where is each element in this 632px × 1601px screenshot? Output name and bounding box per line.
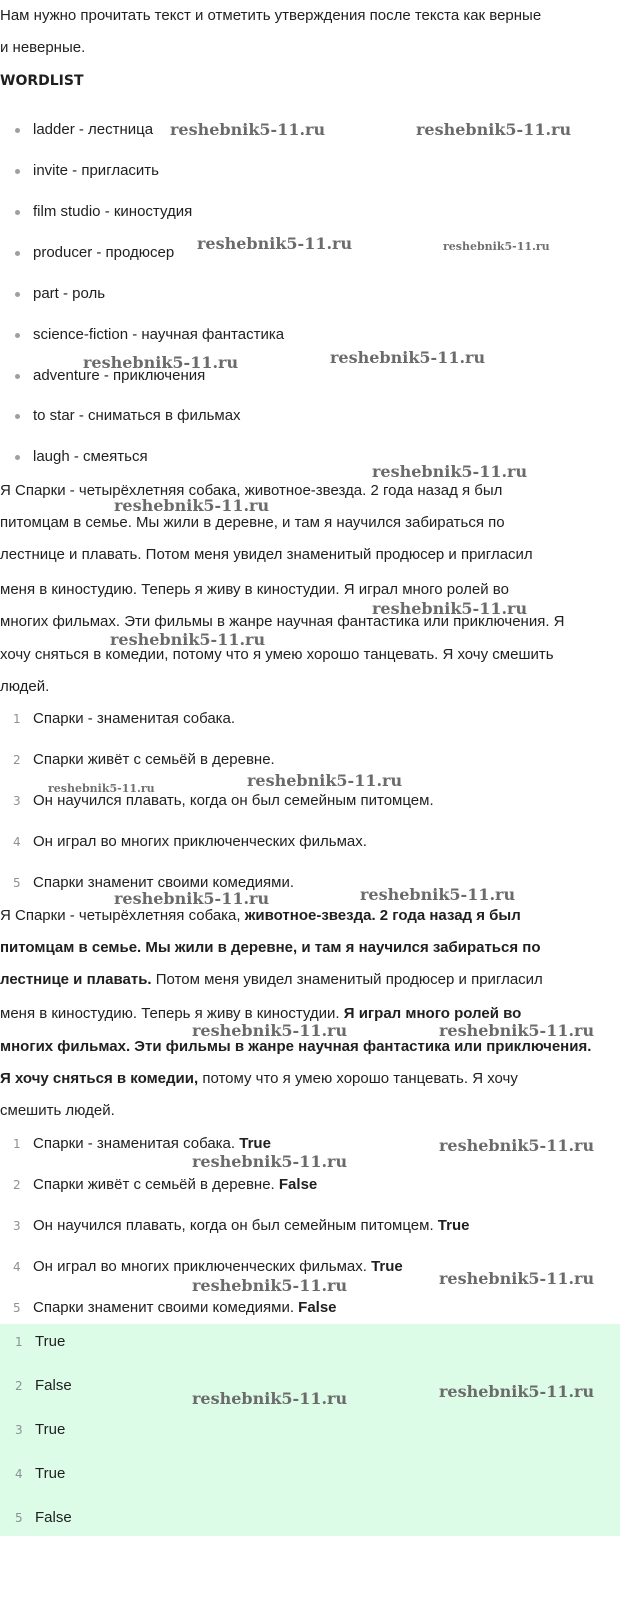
list-item-text: adventure - приключения xyxy=(33,367,206,384)
story-line xyxy=(0,906,630,926)
statement-with-answer xyxy=(33,1257,403,1277)
watermark: reshebnik5-11.ru xyxy=(330,348,486,367)
watermark: reshebnik5-11.ru xyxy=(439,1136,595,1155)
watermark: reshebnik5-11.ru xyxy=(360,885,516,904)
statement-text: Спарки - знаменитая собака. xyxy=(33,710,236,727)
list-item-text: laugh - смеяться xyxy=(33,448,148,465)
item-number: 3 xyxy=(15,1423,23,1437)
statement-text: Спарки - знаменитая собака. xyxy=(33,1135,236,1152)
story-line xyxy=(0,970,630,990)
list-item-text: film studio - киностудия xyxy=(33,203,193,220)
bullet-icon xyxy=(15,210,20,215)
answer-label: False xyxy=(298,1299,337,1316)
story-line xyxy=(0,1069,630,1089)
answer-label: True xyxy=(239,1135,271,1152)
watermark: reshebnik5-11.ru xyxy=(192,1276,348,1295)
item-number: 2 xyxy=(13,753,21,767)
story-line: людей. xyxy=(0,678,50,695)
statement-text: Спарки знаменит своими комедиями. xyxy=(33,1299,294,1316)
watermark: reshebnik5-11.ru xyxy=(192,1152,348,1171)
story-line: многих фильмах. Эти фильмы в жанре научная фантастика или приключения. Я xyxy=(0,613,565,630)
list-item-text: ladder - лестница xyxy=(33,121,154,138)
watermark: reshebnik5-11.ru xyxy=(192,1021,348,1040)
statement-with-answer xyxy=(33,1298,337,1318)
watermark: reshebnik5-11.ru xyxy=(372,599,528,618)
item-number: 2 xyxy=(15,1379,23,1393)
story-line xyxy=(0,1037,630,1057)
statement-text: Он научился плавать, когда он был семейным питомцем. xyxy=(33,792,434,809)
story-line xyxy=(0,938,630,958)
statement-text: Спарки живёт с семьёй в деревне. xyxy=(33,751,275,768)
watermark: reshebnik5-11.ru xyxy=(443,240,550,253)
watermark: reshebnik5-11.ru xyxy=(439,1021,595,1040)
answer-box xyxy=(0,1324,620,1536)
statement-with-answer xyxy=(33,1134,271,1154)
plain-text: Я Спарки - четырёхлетняя собака, xyxy=(0,907,245,924)
plain-text: потому что я умею хорошо танцевать. Я хочу xyxy=(198,1070,518,1087)
item-number: 3 xyxy=(13,1219,21,1233)
watermark: reshebnik5-11.ru xyxy=(48,782,155,795)
item-number: 4 xyxy=(13,1260,21,1274)
watermark: reshebnik5-11.ru xyxy=(439,1382,595,1401)
list-item-text: part - роль xyxy=(33,285,106,302)
intro-line-1: Нам нужно прочитать текст и отметить утверждения после текста как верные xyxy=(0,7,542,24)
highlighted-text: лестнице и плавать. xyxy=(0,971,152,988)
watermark: reshebnik5-11.ru xyxy=(439,1269,595,1288)
story-line: питомцам в семье. Мы жили в деревне, и там я научился забираться по xyxy=(0,514,505,531)
item-number: 5 xyxy=(13,1301,21,1315)
bullet-icon xyxy=(15,333,20,338)
bullet-icon xyxy=(15,414,20,419)
statement-text: Он научился плавать, когда он был семейным питомцем. xyxy=(33,1217,434,1234)
answer-text: True xyxy=(35,1421,66,1438)
answer-text: False xyxy=(35,1377,72,1394)
answer-text: True xyxy=(35,1465,66,1482)
highlighted-text: , и там я научился забираться по xyxy=(293,939,541,956)
highlighted-text: животное-звезда. 2 года назад я был xyxy=(244,907,521,924)
story-line: лестнице и плавать. Потом меня увидел знаменитый продюсер и пригласил xyxy=(0,546,533,563)
bullet-icon xyxy=(15,169,20,174)
list-item-text: producer - продюсер xyxy=(33,244,175,261)
story-line: меня в киностудию. Теперь я живу в киностудии. Я играл много ролей во xyxy=(0,581,509,598)
watermark: reshebnik5-11.ru xyxy=(372,462,528,481)
watermark: reshebnik5-11.ru xyxy=(110,630,266,649)
answer-label: True xyxy=(437,1217,470,1234)
item-number: 1 xyxy=(15,1335,23,1349)
wordlist-heading: WORDLIST xyxy=(0,73,84,89)
item-number: 5 xyxy=(13,876,21,890)
watermark: reshebnik5-11.ru xyxy=(114,889,270,908)
statement-with-answer xyxy=(33,1216,469,1236)
answer-text: True xyxy=(35,1333,66,1350)
watermark: reshebnik5-11.ru xyxy=(114,496,270,515)
list-item-text: to star - сниматься в фильмах xyxy=(33,407,241,424)
highlighted-text: питомцам в семье. Мы жили в деревне xyxy=(0,939,293,956)
plain-text: смешить людей. xyxy=(0,1102,115,1119)
list-item-text: science-fiction - научная фантастика xyxy=(33,326,285,343)
watermark: reshebnik5-11.ru xyxy=(197,234,353,253)
item-number: 5 xyxy=(15,1511,23,1525)
bullet-icon xyxy=(15,251,20,256)
story-line: Я Спарки - четырёхлетняя собака, животное-звезда. 2 года назад я был xyxy=(0,482,503,499)
watermark: reshebnik5-11.ru xyxy=(83,353,239,372)
highlighted-text: Я играл много ролей во xyxy=(343,1005,522,1022)
bullet-icon xyxy=(15,292,20,297)
highlighted-text: многих фильмах. Эти фильмы в жанре научная фантастика или приключения. xyxy=(0,1038,592,1055)
plain-text: Потом меня увидел знаменитый продюсер и пригласил xyxy=(151,971,543,988)
statement-with-answer xyxy=(33,1175,317,1195)
item-number: 1 xyxy=(13,712,21,726)
watermark: reshebnik5-11.ru xyxy=(247,771,403,790)
item-number: 4 xyxy=(13,835,21,849)
list-item-text: invite - пригласить xyxy=(33,162,159,179)
statement-text: Он играл во многих приключенческих фильмах. xyxy=(33,833,367,850)
watermark: reshebnik5-11.ru xyxy=(170,120,326,139)
answer-text: False xyxy=(35,1509,72,1526)
item-number: 3 xyxy=(13,794,21,808)
item-number: 1 xyxy=(13,1137,21,1151)
answer-label: False xyxy=(278,1176,318,1193)
statement-text: Он играл во многих приключенческих фильмах. xyxy=(33,1258,367,1275)
highlighted-text: Я хочу сняться в комедии, xyxy=(0,1070,199,1087)
intro-line-2: и неверные. xyxy=(0,39,86,56)
bullet-icon xyxy=(15,374,20,379)
item-number: 4 xyxy=(15,1467,23,1481)
story-line xyxy=(0,1101,630,1121)
bullet-icon xyxy=(15,128,20,133)
watermark: reshebnik5-11.ru xyxy=(416,120,572,139)
item-number: 2 xyxy=(13,1178,21,1192)
watermark: reshebnik5-11.ru xyxy=(192,1389,348,1408)
statement-text: Спарки живёт с семьёй в деревне. xyxy=(33,1176,275,1193)
statement-text: Спарки знаменит своими комедиями. xyxy=(33,874,294,891)
story-line: хочу сняться в комедии, потому что я умею хорошо танцевать. Я хочу смешить xyxy=(0,646,554,663)
bullet-icon xyxy=(15,455,20,460)
answer-label: True xyxy=(371,1258,403,1275)
plain-text: меня в киностудию. Теперь я живу в киностудии. xyxy=(0,1005,344,1022)
